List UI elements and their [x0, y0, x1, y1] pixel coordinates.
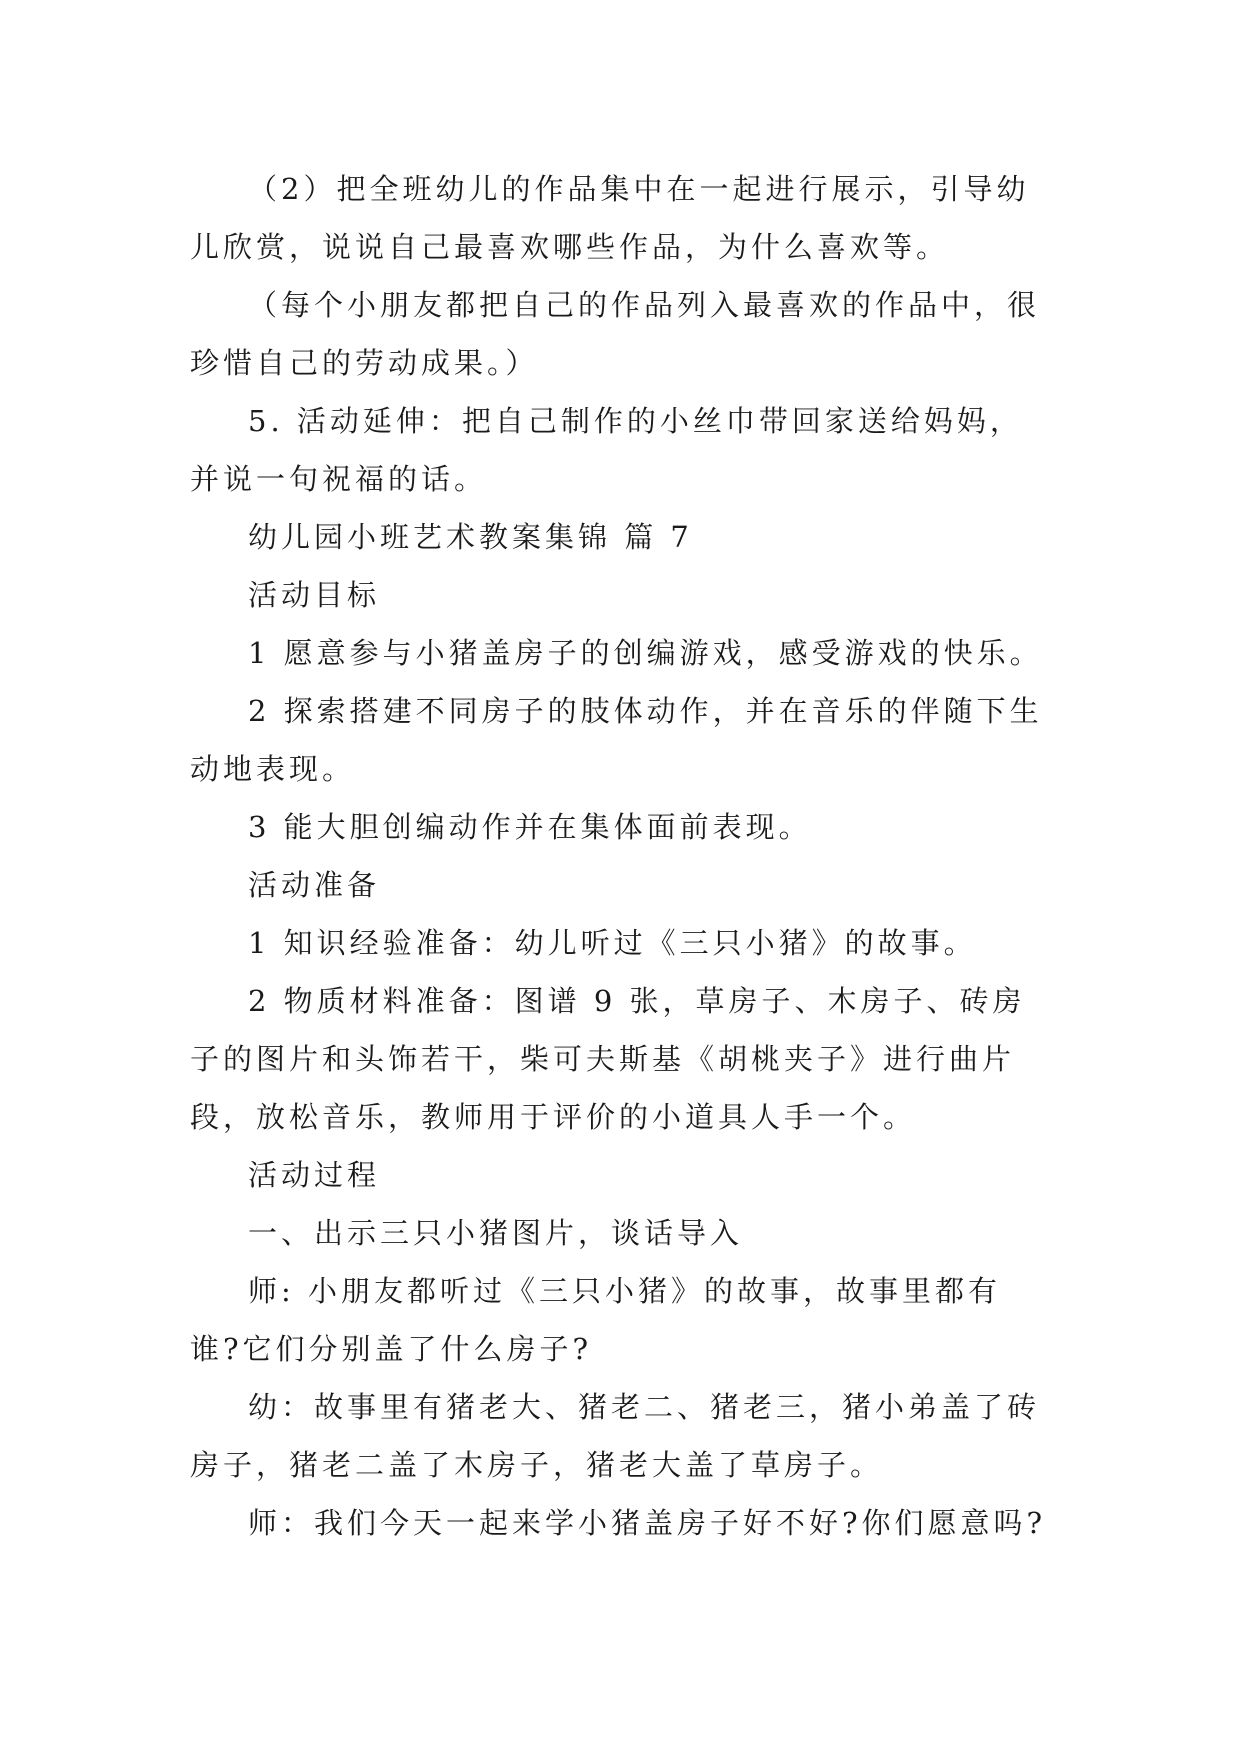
dialogue-child-1: 幼：故事里有猪老大、猪老二、猪老三，猪小弟盖了砖房子，猪老二盖了木房子，猪老大盖了草房子。: [190, 1390, 1041, 1482]
process-step-1: 一、出示三只小猪图片，谈话导入: [248, 1216, 744, 1250]
heading-activity-process: 活动过程: [248, 1158, 381, 1192]
heading-activity-preparation: 活动准备: [248, 868, 381, 902]
dialogue-teacher-1: 师: 小朋友都听过《三只小猪》的故事，故事里都有谁?它们分别盖了什么房子?: [190, 1274, 1001, 1366]
paragraph-activity-extension: 5. 活动延伸：把自己制作的小丝巾带回家送给妈妈，并说一句祝福的话。: [190, 404, 1023, 496]
heading-activity-goals: 活动目标: [248, 578, 381, 612]
section-title: 幼儿园小班艺术教案集锦 篇 7: [248, 520, 693, 554]
dialogue-teacher-2: 师：我们今天一起来学小猪盖房子好不好?你们愿意吗?: [248, 1506, 1047, 1540]
goal-item-3: 3 能大胆创编动作并在集体面前表现。: [248, 810, 812, 844]
document-body: [190, 160, 1050, 1552]
paragraph-artwork-note: （每个小朋友都把自己的作品列入最喜欢的作品中，很珍惜自己的劳动成果。）: [190, 288, 1041, 380]
preparation-item-1: 1 知识经验准备：幼儿听过《三只小猪》的故事。: [248, 926, 977, 960]
goal-item-1: 1 愿意参与小猪盖房子的创编游戏，感受游戏的快乐。: [248, 636, 1043, 670]
goal-item-2: 2 探索搭建不同房子的肢体动作，并在音乐的伴随下生动地表现。: [190, 694, 1043, 786]
preparation-item-2: 2 物质材料准备：图谱 9 张，草房子、木房子、砖房子的图片和头饰若干，柴可夫斯基《胡桃夹子》进行曲片段，放松音乐，教师用于评价的小道具人手一个。: [190, 984, 1026, 1134]
paragraph-artwork-display: （2）把全班幼儿的作品集中在一起进行展示，引导幼儿欣赏，说说自己最喜欢哪些作品，为什么喜欢等。: [190, 172, 1030, 264]
